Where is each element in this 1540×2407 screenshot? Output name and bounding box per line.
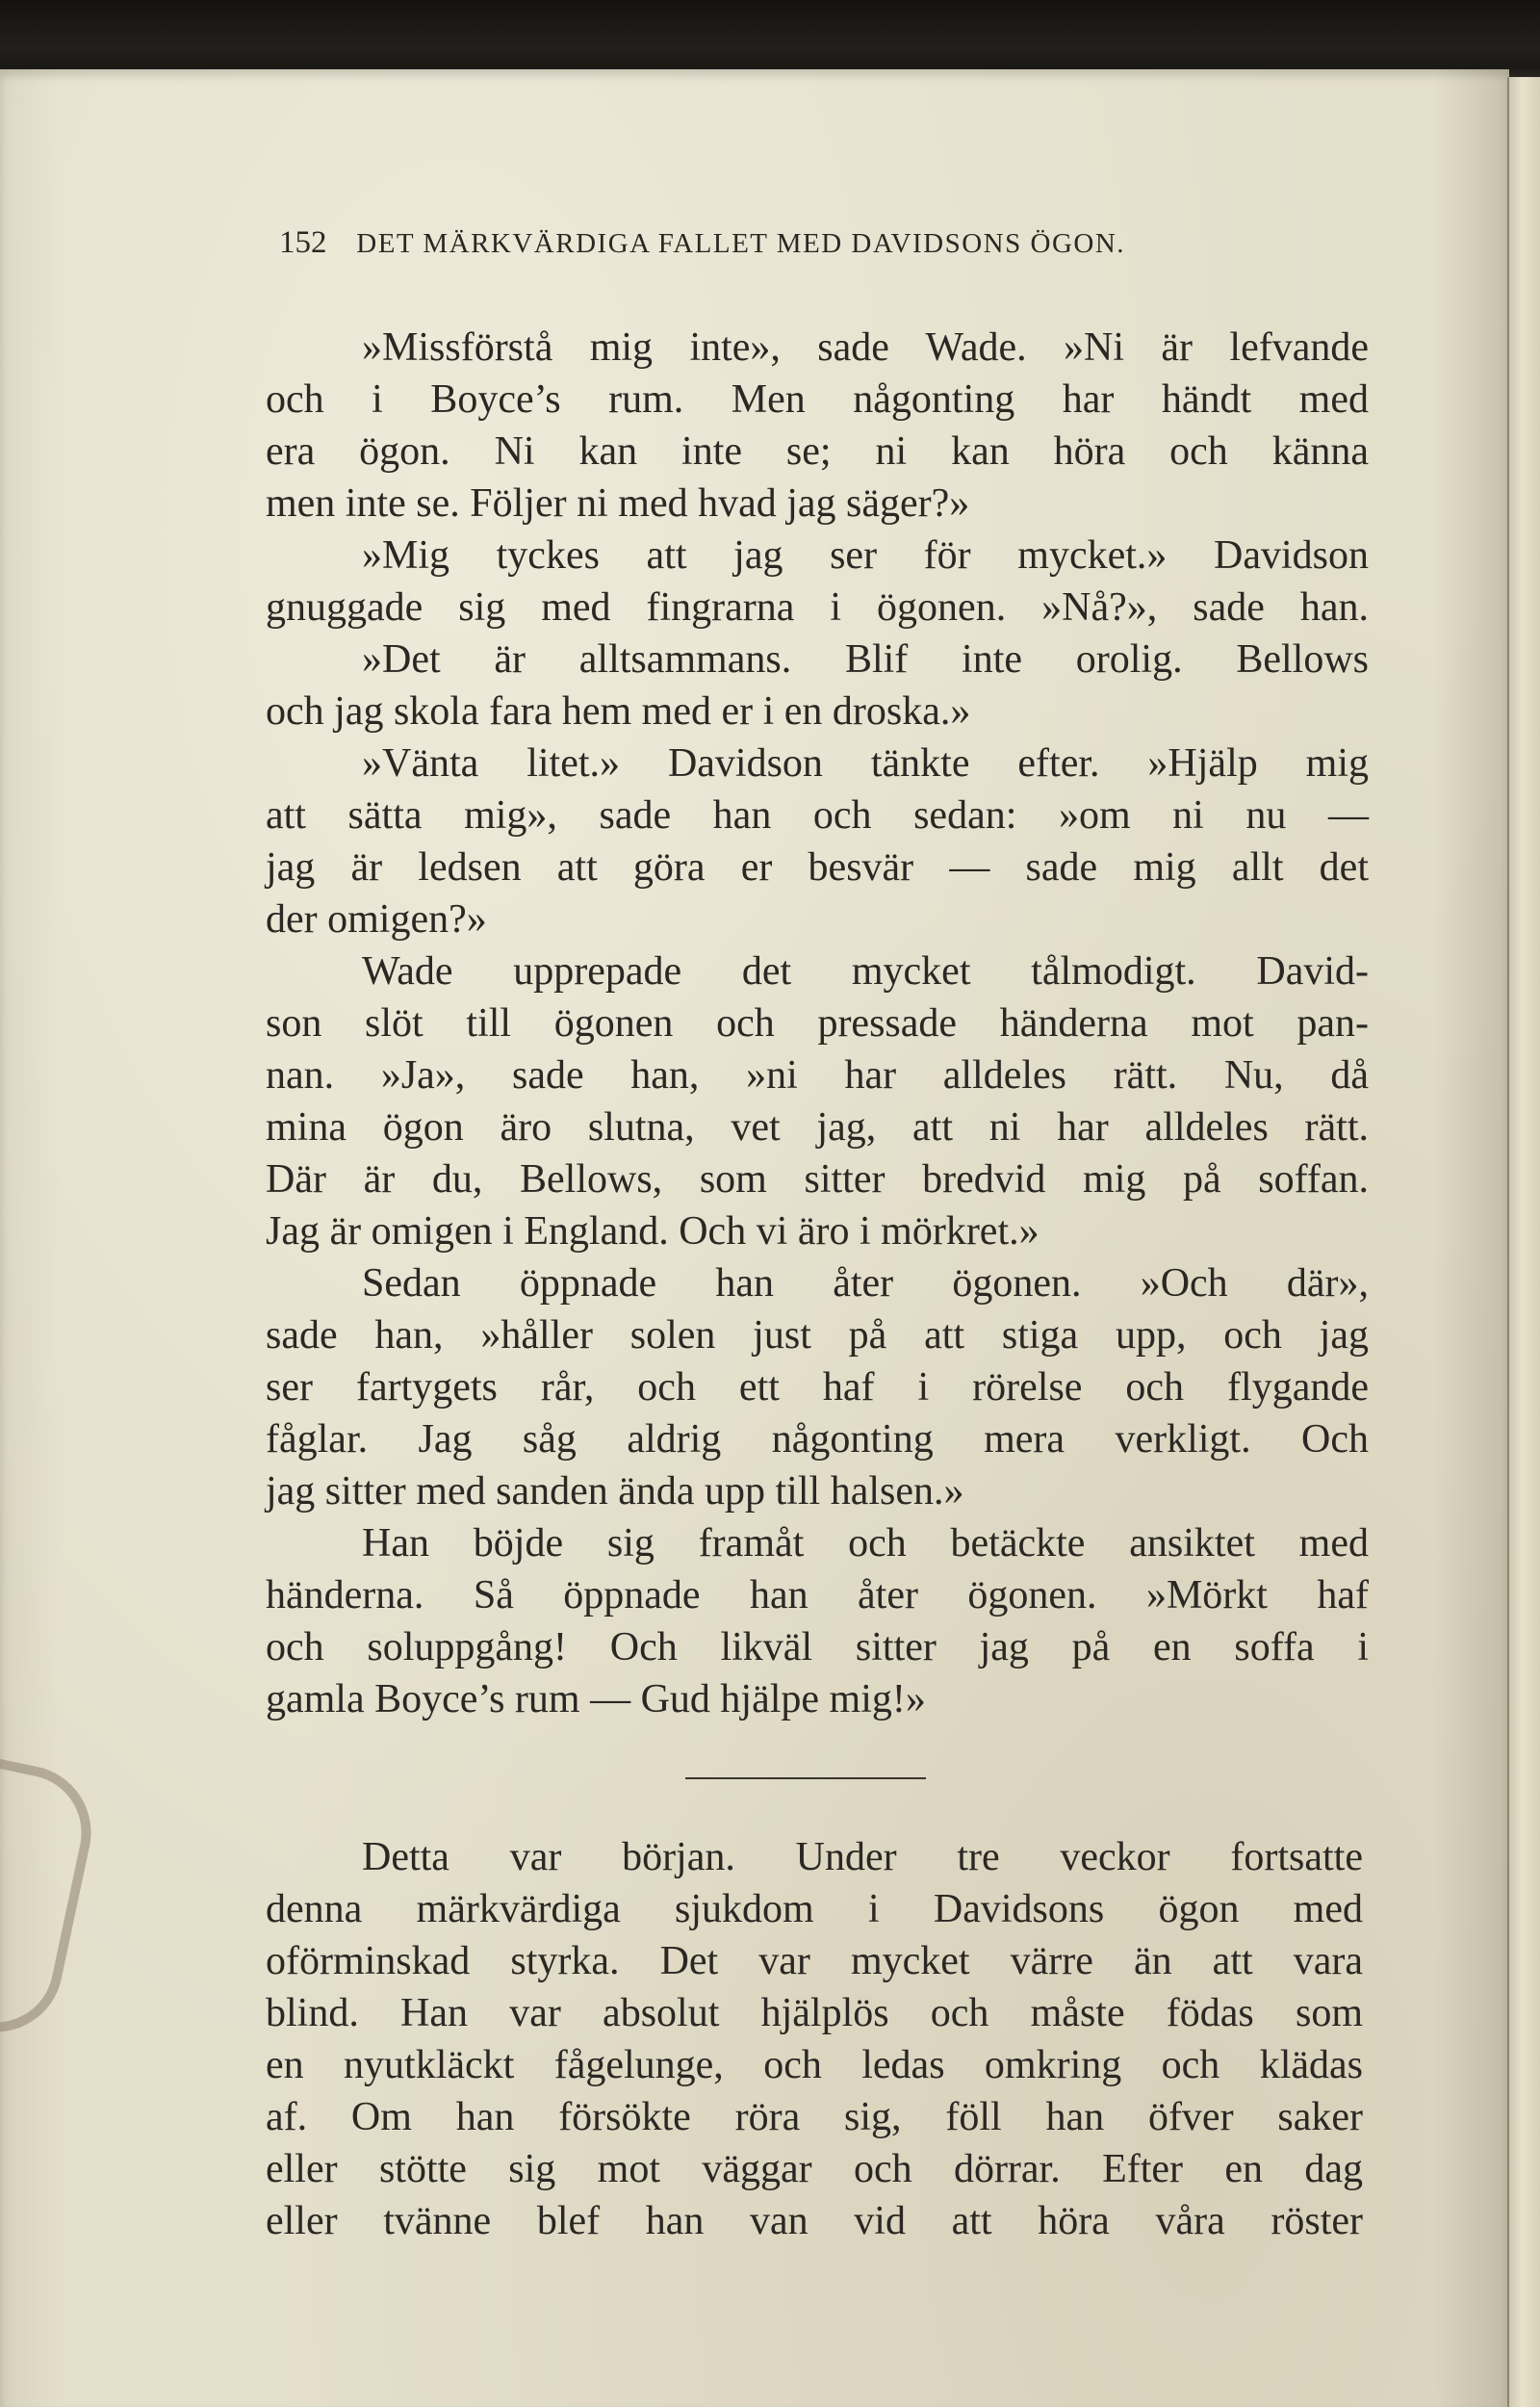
text-line: eller stötte sig mot väggar och dörrar. Efter en dag	[266, 2147, 1363, 2191]
text-line: af. Om han försökte röra sig, föll han öfver saker	[266, 2095, 1363, 2139]
text-line: nan. »Ja», sade han, »ni har alldeles rätt. Nu, då	[266, 1053, 1369, 1098]
body-text-section-one	[266, 322, 1369, 1725]
text-line: der omigen?»	[266, 897, 487, 942]
text-line: och i Boyce’s rum. Men någonting har händt med	[266, 377, 1369, 422]
bookmark-clip-shadow	[0, 1753, 104, 2045]
text-line: och soluppgång! Och likväl sitter jag på en soffa i	[266, 1625, 1369, 1669]
paper-page	[0, 69, 1509, 2407]
text-line: Där är du, Bellows, som sitter bredvid mig på soffan.	[266, 1157, 1369, 1202]
text-line: »Missförstå mig inte», sade Wade. »Ni är lefvande	[362, 325, 1369, 370]
text-line: gnuggade sig med fingrarna i ögonen. »Nå?», sade han.	[266, 585, 1369, 630]
text-line: »Vänta litet.» Davidson tänkte efter. »Hjälp mig	[362, 741, 1369, 786]
text-line: mina ögon äro slutna, vet jag, att ni har alldeles rätt.	[266, 1105, 1369, 1150]
text-line: jag sitter med sanden ända upp till halsen.»	[266, 1469, 964, 1514]
text-line: fåglar. Jag såg aldrig någonting mera verkligt. Och	[266, 1417, 1369, 1462]
text-line: Sedan öppnade han åter ögonen. »Och där»,	[362, 1261, 1369, 1306]
running-title: DET MÄRKVÄRDIGA FALLET MED DAVIDSONS ÖGON.	[356, 228, 1126, 259]
text-line: oförminskad styrka. Det var mycket värre än att vara	[266, 1939, 1363, 1983]
text-line: ser fartygets rår, och ett haf i rörelse och flygande	[266, 1365, 1369, 1410]
text-line: era ögon. Ni kan inte se; ni kan höra och känna	[266, 429, 1369, 474]
text-line: jag är ledsen att göra er besvär — sade mig allt det	[266, 845, 1369, 890]
section-divider	[685, 1777, 926, 1779]
text-line: men inte se. Följer ni med hvad jag säger?»	[266, 481, 970, 526]
text-line: händerna. Så öppnade han åter ögonen. »Mörkt haf	[266, 1573, 1369, 1618]
text-line: blind. Han var absolut hjälplös och måste födas som	[266, 1991, 1363, 2035]
text-line: »Mig tyckes att jag ser för mycket.» Davidson	[362, 533, 1369, 578]
text-line: och jag skola fara hem med er i en droska.»	[266, 689, 971, 734]
page-number: 152	[279, 225, 327, 260]
running-head	[279, 225, 1125, 261]
text-line: en nyutkläckt fågelunge, och ledas omkring och klädas	[266, 2043, 1363, 2087]
text-line: eller tvänne blef han van vid att höra våra röster	[266, 2199, 1363, 2243]
text-line: denna märkvärdiga sjukdom i Davidsons ögon med	[266, 1887, 1363, 1931]
text-line: gamla Boyce’s rum — Gud hjälpe mig!»	[266, 1677, 926, 1721]
text-line: Detta var början. Under tre veckor fortsatte	[362, 1835, 1363, 1879]
text-line: son slöt till ögonen och pressade händerna mot pan-	[266, 1001, 1369, 1046]
text-line: Han böjde sig framåt och betäckte ansiktet med	[362, 1521, 1369, 1566]
text-line: »Det är alltsammans. Blif inte orolig. Bellows	[362, 637, 1369, 682]
text-line: att sätta mig», sade han och sedan: »om ni nu —	[266, 793, 1369, 838]
body-text-section-two	[266, 1831, 1363, 2247]
text-line: Wade upprepade det mycket tålmodigt. David-	[362, 949, 1369, 994]
text-line: sade han, »håller solen just på att stiga upp, och jag	[266, 1313, 1369, 1358]
text-line: Jag är omigen i England. Och vi äro i mörkret.»	[266, 1209, 1040, 1254]
page-edge	[1507, 77, 1540, 2407]
